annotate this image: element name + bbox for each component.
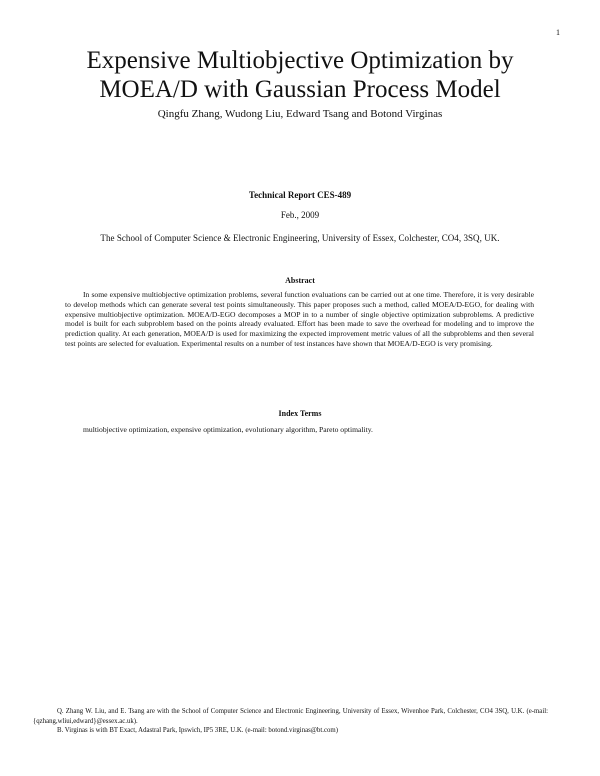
footnotes xyxy=(33,707,548,736)
title-line-1: Expensive Multiobjective Optimization by xyxy=(86,47,514,74)
institution: The School of Computer Science & Electronic Engineering, University of Essex, Colchester, CO4, 3SQ, UK. xyxy=(100,233,500,243)
index-terms: multiobjective optimization, expensive optimization, evolutionary algorithm, Pareto optimality. xyxy=(83,425,373,434)
abstract-heading: Abstract xyxy=(285,276,315,285)
title-line-2: MOEA/D with Gaussian Process Model xyxy=(99,76,501,103)
report-date: Feb., 2009 xyxy=(280,210,320,220)
authors: Qingfu Zhang, Wudong Liu, Edward Tsang and Botond Virginas xyxy=(157,108,443,120)
footnote-virginas: B. Virginas is with BT Exact, Adastral Park, Ipswich, IP5 3RE, U.K. (e-mail: botond.virginas@bt.com) xyxy=(57,727,338,735)
paper-title xyxy=(30,46,570,104)
report-title: Technical Report CES-489 xyxy=(248,190,352,200)
abstract-text: In some expensive multiobjective optimization problems, several function evaluations can be carried out at one time. Therefore, it is very desirable to develop methods which can generate several test points simultaneously. This paper proposes such a method, called MOEA/D-EGO, for dealing with expensive multiobjective optimization. MOEA/D-EGO decomposes a MOP in to a number of single objective optimization subproblems. A predictive model is built for each subproblem based on the points already evaluated. Effort has been made to save the overhead for modeling and to improve the prediction quality. At each generation, MOEA/D is used for maximizing the expected improvement metric values of all the subproblems and then several test points are selected for evaluation. Experimental results on a number of test instances have shown that MOEA/D-EGO is very promising. xyxy=(65,290,534,348)
footnote-authors: Q. Zhang W. Liu, and E. Tsang are with the School of Computer Science and Electronic Engineering, University of Essex, Wivenhoe Park, Colchester, CO4 3SQ, U.K. (e-mail: {qzhang,wliui,edward}@essex.ac.uk). xyxy=(33,708,548,725)
page-number: 1 xyxy=(556,28,560,37)
index-terms-heading: Index Terms xyxy=(278,409,322,418)
